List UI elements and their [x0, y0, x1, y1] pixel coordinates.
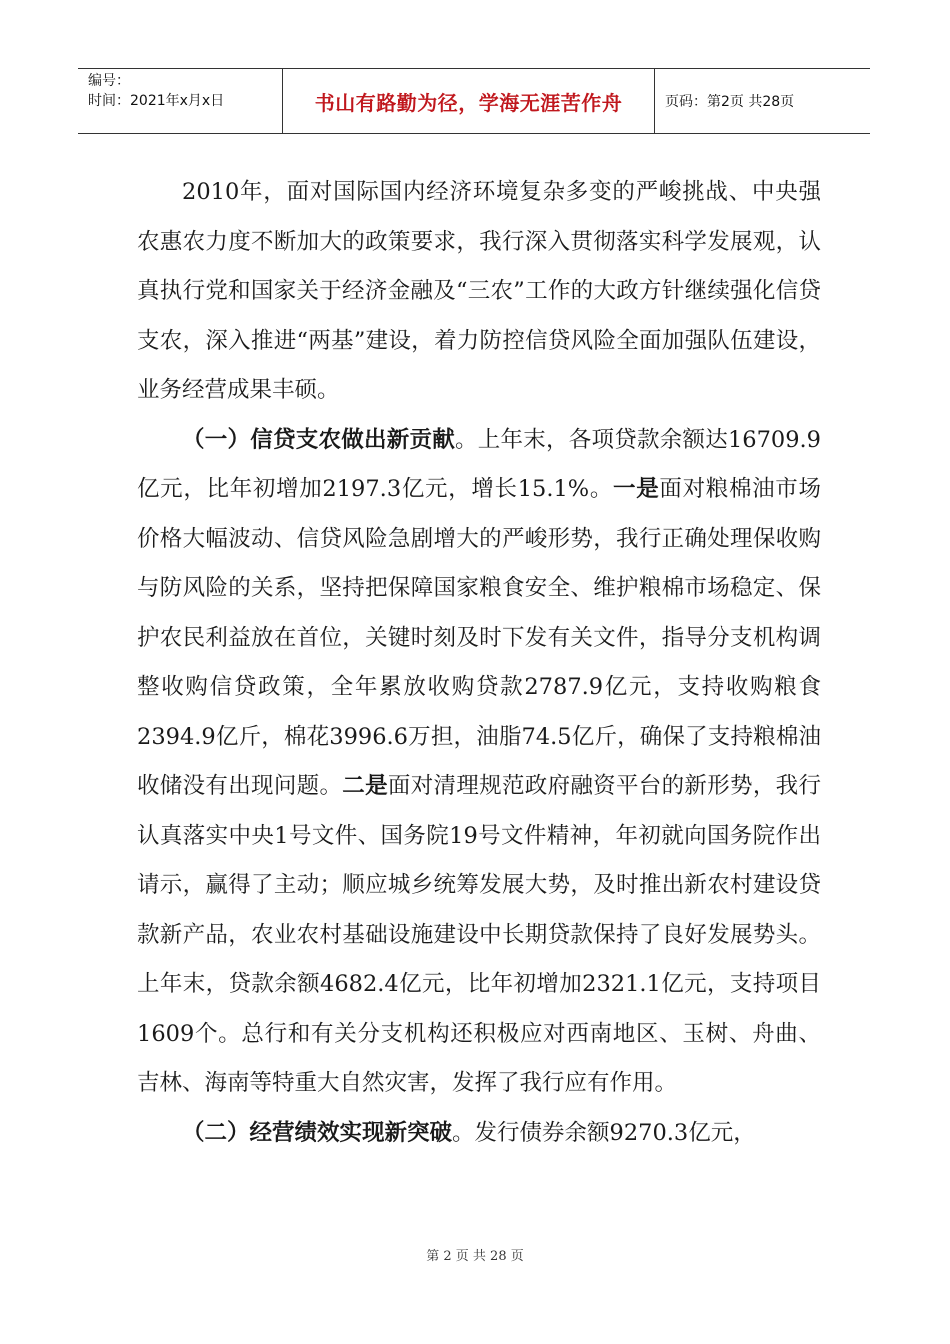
page-footer: 第 2 页 共 28 页: [426, 1249, 524, 1264]
header-meta: [78, 69, 283, 133]
number-label: 编号：: [88, 73, 130, 89]
paragraph-text: 面对粮棉油市场价格大幅波动、信贷风险急剧增大的严峻形势，我行正确处理保收购与防风险的关系，坚持把保障国家粮食安全、维护粮棉市场稳定、保护农民利益放在首位，关键时刻及时下发有关文件，指导分支机构调整收购信贷政策，全年累放收购贷款2787.9亿元，支持收购粮食2394.9亿斤，棉花3996.6万担，油脂74.5亿斤，确保了支持粮棉油收储没有出现问题。: [137, 476, 821, 799]
section-heading-performance: （二）经营绩效实现新突破: [182, 1119, 453, 1146]
section-heading-credit: （一）信贷支农做出新贡献: [182, 426, 455, 453]
page-header: [78, 68, 870, 134]
paragraph-text: 。上年末，各项贷款余额达16709.9亿元，比年初增加2197.3亿元，增长15.1%。: [137, 426, 821, 502]
time-label: 时间：2021年x月x日: [88, 93, 225, 109]
header-motto: 书山有路勤为径，学海无涯苦作舟: [283, 69, 655, 133]
document-body: [137, 168, 821, 1158]
section-performance-paragraph: [137, 1109, 821, 1159]
section-credit-paragraph: [137, 416, 821, 1109]
paragraph-text: 。发行债券余额9270.3亿元，: [452, 1119, 756, 1146]
paragraph-text: 面对清理规范政府融资平台的新形势，我行认真落实中央1号文件、国务院19号文件精神，年初就向国务院作出请示，赢得了主动；顺应城乡统筹发展大势，及时推出新农村建设贷款新产品，农业农村基础设施建设中长期贷款保持了良好发展势头。上年末，贷款余额4682.4亿元，比年初增加2321.1亿元，支持项目1609个。总行和有关分支机构还积极应对西南地区、玉树、舟曲、吉林、海南等特重大自然灾害，发挥了我行应有作用。: [137, 773, 821, 1096]
header-page-info: 页码：第2页 共28页: [665, 94, 795, 110]
point-marker-one: 一是: [613, 476, 660, 502]
intro-paragraph: 2010年，面对国际国内经济环境复杂多变的严峻挑战、中央强农惠农力度不断加大的政策要求，我行深入贯彻落实科学发展观，认真执行党和国家关于经济金融及“三农”工作的大政方针继续强化信贷支农，深入推进“两基”建设，着力防控信贷风险全面加强队伍建设，业务经营成果丰硕。: [137, 179, 821, 403]
point-marker-two: 二是: [342, 773, 388, 799]
